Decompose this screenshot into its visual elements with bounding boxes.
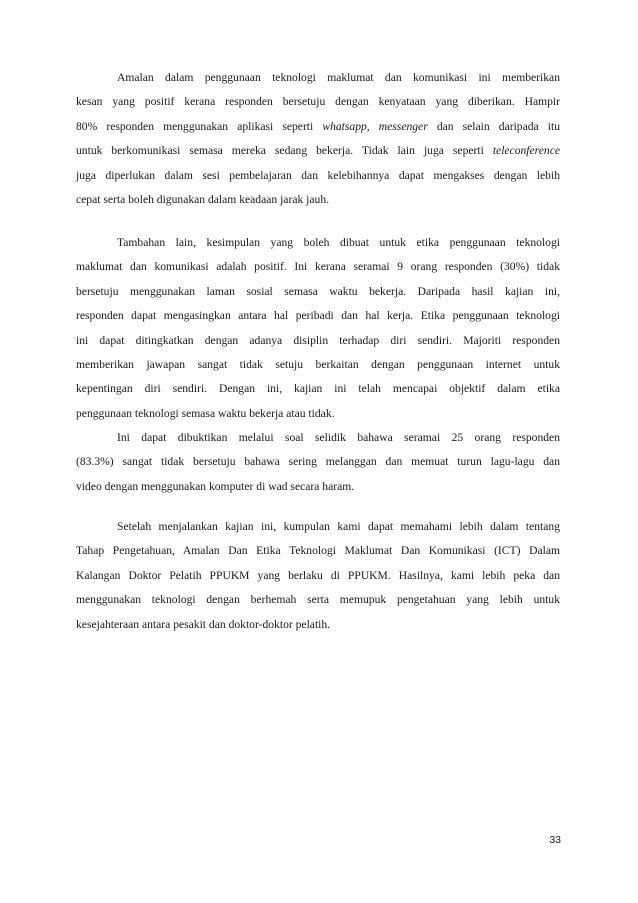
- text-line: [76, 280, 560, 304]
- text-run: maklumat dan komunikasi adalah positif. Ini kerana seramai 9 orang responden (30%) tidak: [76, 260, 560, 274]
- paragraph: [76, 231, 560, 426]
- text-line: [76, 188, 560, 212]
- text-run: untuk berkomunikasi semasa mereka sedang bekerja. Tidak lain juga seperti: [76, 144, 493, 158]
- text-run: Kalangan Doktor Pelatih PPUKM yang berlaku di PPUKM. Hasilnya, kami lebih peka dan: [76, 568, 560, 582]
- text-line: [76, 304, 560, 328]
- paragraph: [76, 66, 560, 212]
- text-line: [76, 353, 560, 377]
- text-run: responden dapat mengasingkan antara hal peribadi dan hal kerja. Etika penggunaan teknologi: [76, 309, 560, 323]
- text-run: juga diperlukan dalam sesi pembelajaran dan kelebihannya dapat mengakses dengan lebih: [76, 168, 560, 182]
- text-line: [76, 66, 560, 90]
- text-run: Ini dapat dibuktikan melalui soal selidik bahawa seramai 25 orang responden: [117, 431, 560, 444]
- text-line: [76, 539, 560, 563]
- text-run: video dengan menggunakan komputer di wad secara haram.: [76, 479, 355, 493]
- paragraph: [76, 426, 560, 499]
- text-run: dan selain daripada itu: [427, 119, 561, 133]
- paragraph: [76, 515, 560, 637]
- text-line: [76, 255, 560, 279]
- text-run: Setelah menjalankan kajian ini, kumpulan kami dapat memahami lebih dalam tentang: [117, 520, 560, 533]
- text-run: menggunakan teknologi dengan berhemah serta memupuk pengetahuan yang lebih untuk: [76, 593, 560, 607]
- text-line: [76, 402, 560, 426]
- text-line: [76, 426, 560, 450]
- text-line: [76, 329, 560, 353]
- text-run: kesejahteraan antara pesakit dan doktor-doktor pelatih.: [76, 617, 331, 631]
- text-line: [76, 450, 560, 474]
- text-run: (83.3%) sangat tidak bersetuju bahawa sering melanggan dan memuat turun lagu-lagu dan: [76, 455, 560, 469]
- text-line: [76, 164, 560, 188]
- text-line: [76, 475, 560, 499]
- text-line: [76, 613, 560, 637]
- text-line: [76, 139, 560, 163]
- text-line: [76, 90, 560, 114]
- text-run: kesan yang positif kerana responden bersetuju dengan kenyataan yang diberikan. Hampir: [76, 95, 560, 109]
- italic-term: whatsapp, messenger: [322, 119, 428, 133]
- page-number: 33: [549, 834, 561, 846]
- text-line: [76, 115, 560, 139]
- text-line: [76, 377, 560, 401]
- text-line: [76, 515, 560, 539]
- text-run: penggunaan teknologi semasa waktu bekerja atau tidak.: [76, 406, 335, 420]
- text-run: memberikan jawapan sangat tidak setuju berkaitan dengan penggunaan internet untuk: [76, 358, 560, 372]
- text-line: [76, 588, 560, 612]
- text-run: ini dapat ditingkatkan dengan adanya disiplin terhadap diri sendiri. Majoriti responden: [76, 333, 560, 347]
- text-line: [76, 231, 560, 255]
- text-run: bersetuju menggunakan laman sosial semasa waktu bekerja. Daripada hasil kajian ini,: [76, 284, 560, 298]
- text-line: [76, 564, 560, 588]
- text-run: Amalan dalam penggunaan teknologi maklumat dan komunikasi ini memberikan: [117, 71, 560, 84]
- text-run: kepentingan diri sendiri. Dengan ini, kajian ini telah mencapai objektif dalam etika: [76, 382, 560, 396]
- text-run: 80% responden menggunakan aplikasi seperti: [76, 119, 323, 133]
- text-run: Tambahan lain, kesimpulan yang boleh dibuat untuk etika penggunaan teknologi: [117, 236, 560, 249]
- text-run: cepat serta boleh digunakan dalam keadaan jarak jauh.: [76, 193, 330, 207]
- italic-term: teleconference: [492, 144, 560, 158]
- text-run: Tahap Pengetahuan, Amalan Dan Etika Teknologi Maklumat Dan Komunikasi (ICT) Dalam: [76, 544, 560, 558]
